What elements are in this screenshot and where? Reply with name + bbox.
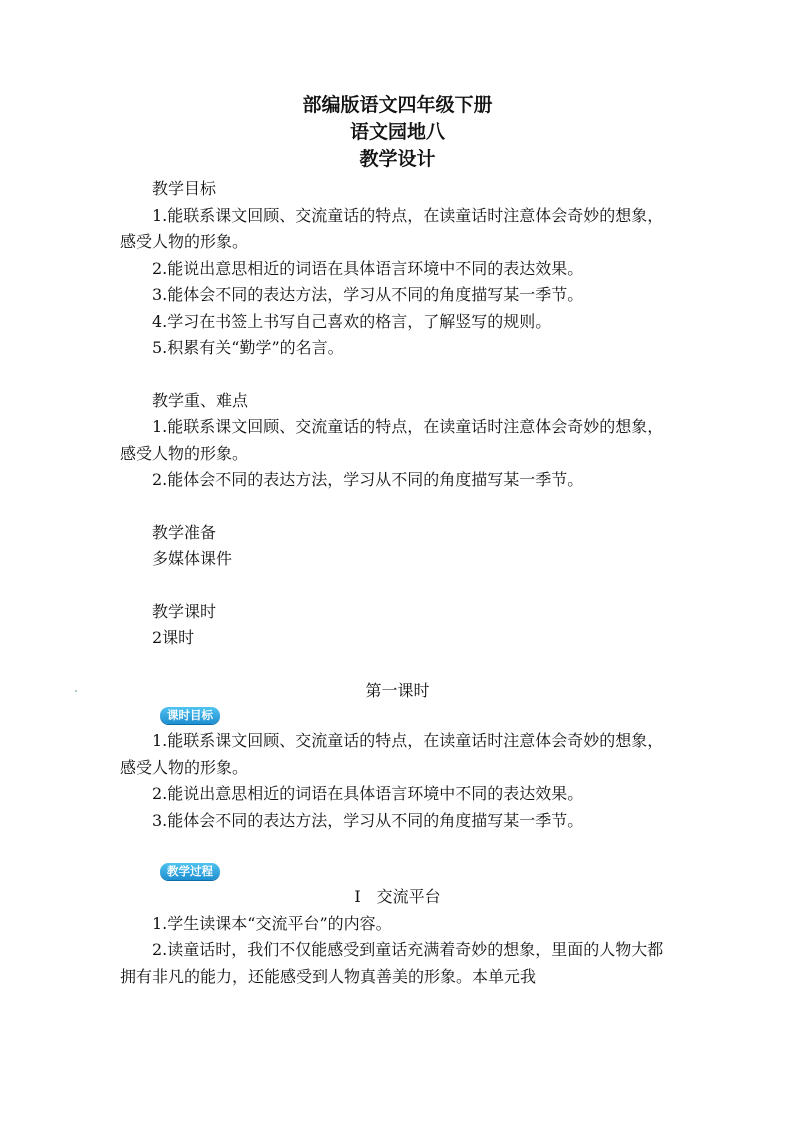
lesson-goals-badge: 课时目标 <box>160 707 220 724</box>
lesson1-title: 第一课时 <box>365 680 430 700</box>
objectives-heading: 教学目标 <box>152 179 217 198</box>
process-badge-row <box>120 860 675 884</box>
key-points-heading: 教学重、难点 <box>152 390 249 410</box>
objective-item: 4.学习在书签上书写自己喜欢的格言，了解竖写的规则。 <box>152 311 552 331</box>
lesson-goal-item: 3.能体会不同的表达方法，学习从不同的角度描写某一季节。 <box>152 810 584 830</box>
scan-dot <box>75 690 77 692</box>
title-design: 教学设计 <box>359 148 436 170</box>
spacer <box>120 573 675 599</box>
process-step: 1.学生读课本“交流平台”的内容。 <box>152 913 392 933</box>
title-block <box>120 92 675 173</box>
preparation-heading: 教学准备 <box>152 522 217 542</box>
key-point-item: 2.能体会不同的表达方法，学习从不同的角度描写某一季节。 <box>152 470 584 489</box>
key-point-item: 1.能联系课文回顾、交流童话的特点，在读童话时注意体会奇妙的想象，感受人物的形象。 <box>120 417 664 463</box>
title-series: 部编版语文四年级下册 <box>302 94 493 116</box>
goals-badge-row <box>120 704 675 728</box>
part-title: Ⅰ 交流平台 <box>354 887 441 906</box>
lesson-goal-item: 2.能说出意思相近的词语在具体语言环境中不同的表达效果。 <box>152 784 584 803</box>
spacer <box>120 652 675 678</box>
document-body <box>120 92 675 990</box>
teaching-process-badge: 教学过程 <box>160 863 220 880</box>
spacer <box>120 834 675 860</box>
objective-item: 5.积累有关“勤学”的名言。 <box>152 338 344 357</box>
periods-heading: 教学课时 <box>152 601 217 621</box>
title-unit: 语文园地八 <box>349 121 445 143</box>
lesson-goal-item: 1.能联系课文回顾、交流童话的特点，在读童话时注意体会奇妙的想象，感受人物的形象。 <box>120 731 664 777</box>
process-step: 2.读童话时，我们不仅能感受到童话充满着奇妙的想象，里面的人物大都拥有非凡的能力，还能感受到人物真善美的形象。本单元我 <box>120 940 664 986</box>
objective-item: 1.能联系课文回顾、交流童话的特点，在读童话时注意体会奇妙的想象，感受人物的形象。 <box>120 205 664 251</box>
spacer <box>120 494 675 520</box>
periods-text: 2课时 <box>152 628 195 647</box>
spacer <box>120 362 675 388</box>
objective-item: 2.能说出意思相近的词语在具体语言环境中不同的表达效果。 <box>152 258 584 278</box>
preparation-text: 多媒体课件 <box>152 549 233 568</box>
objective-item: 3.能体会不同的表达方法，学习从不同的角度描写某一季节。 <box>152 285 584 304</box>
